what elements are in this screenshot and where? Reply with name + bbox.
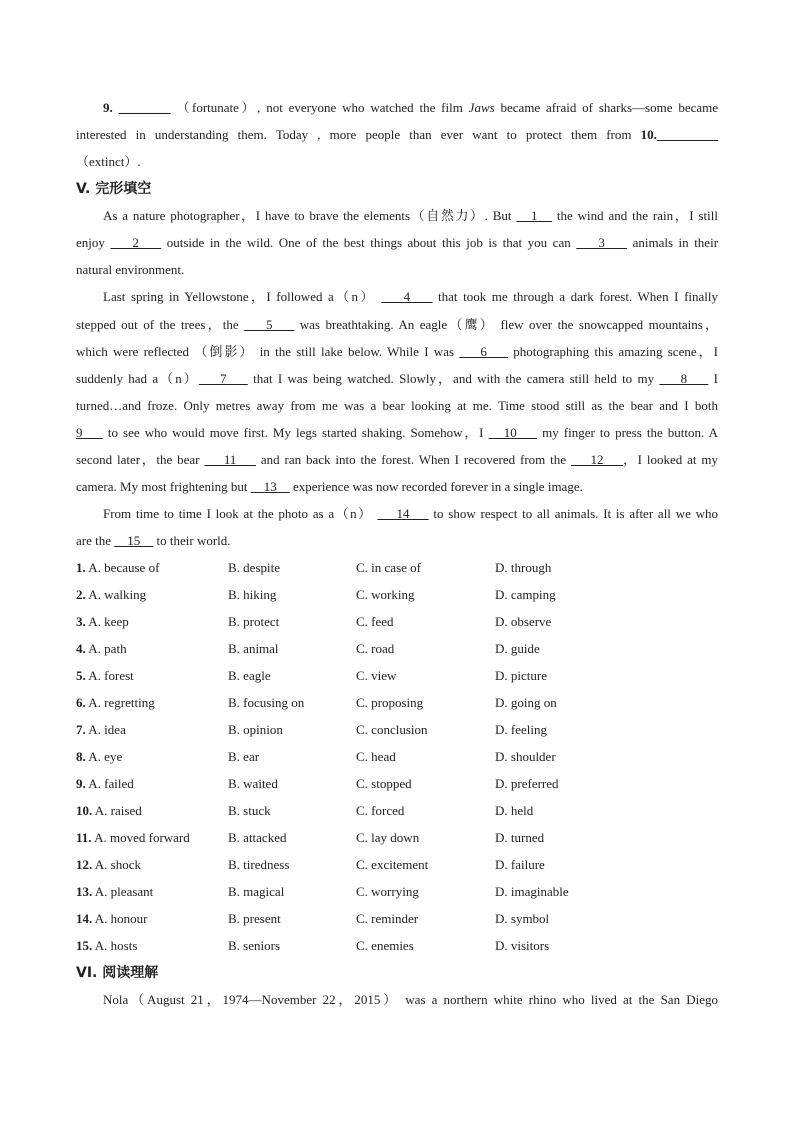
passage-text: experience was now recorded forever in a single image.	[289, 479, 583, 494]
option-row	[76, 640, 718, 658]
option-row	[76, 910, 718, 928]
option-number: 4.	[76, 641, 86, 656]
option-row	[76, 802, 718, 820]
option-a-text: A. because of	[88, 560, 160, 575]
sentence-text: interested in understanding them. Today , more people than ever want to protect them from	[76, 127, 641, 142]
option-d: D. observe	[495, 614, 552, 629]
passage-line	[76, 424, 718, 442]
option-a	[76, 586, 146, 604]
reading-text: Nola（August 21，1974—November 22，2015） was a northern white rhino who lived at the San Diego	[103, 992, 718, 1007]
passage-text: I	[708, 371, 718, 386]
passage-line	[103, 288, 718, 306]
passage-text: suddenly had a（n）	[76, 371, 199, 386]
passage-text: camera. My most frightening but	[76, 479, 251, 494]
option-c: C. proposing	[356, 695, 424, 710]
option-a-text: A. eye	[88, 749, 123, 764]
option-number: 7.	[76, 722, 86, 737]
passage-text: ，I looked at my	[623, 452, 718, 467]
option-number: 3.	[76, 614, 86, 629]
option-d: D. camping	[495, 587, 556, 602]
question-number: 9.	[103, 100, 113, 115]
option-b: B. focusing on	[228, 695, 305, 710]
passage-line	[103, 207, 718, 225]
question-9-line	[103, 99, 718, 117]
blank-8: 8	[659, 371, 709, 386]
option-c: C. in case of	[356, 560, 421, 575]
option-row	[76, 937, 718, 955]
passage-line	[76, 316, 718, 334]
option-a-text: A. hosts	[94, 938, 138, 953]
option-a	[76, 640, 127, 658]
option-b: B. present	[228, 911, 281, 926]
option-a	[76, 748, 122, 766]
film-title: Jaws	[468, 100, 495, 115]
option-c: C. working	[356, 587, 415, 602]
option-row	[76, 586, 718, 604]
option-a-text: A. pleasant	[94, 884, 154, 899]
option-a-text: A. idea	[88, 722, 126, 737]
option-row	[76, 613, 718, 631]
option-number: 11.	[76, 830, 92, 845]
option-c: C. head	[356, 749, 396, 764]
option-a-text: A. keep	[88, 614, 129, 629]
passage-text: to see who would move first. My legs started shaking. Somehow，I	[102, 425, 489, 440]
option-a-text: A. moved forward	[94, 830, 190, 845]
passage-text: stepped out of the trees，the	[76, 317, 245, 332]
blank-1: 1	[516, 208, 553, 223]
sentence-text: , not everyone who watched the film	[257, 100, 469, 115]
passage-line	[103, 505, 718, 523]
option-a	[76, 829, 190, 847]
option-c: C. worrying	[356, 884, 419, 899]
passage-line	[76, 261, 718, 279]
section-heading-reading: VI. 阅读理解	[76, 965, 159, 981]
blank-5: 5	[244, 317, 295, 332]
option-d: D. shoulder	[495, 749, 556, 764]
option-a-text: A. forest	[88, 668, 134, 683]
option-d: D. visitors	[495, 938, 550, 953]
sentence-text: became afraid of sharks—some became	[494, 100, 719, 115]
passage-text: the wind and the rain，I still	[552, 208, 718, 223]
option-d: D. preferred	[495, 776, 559, 791]
blank-4: 4	[381, 289, 433, 304]
option-row	[76, 559, 718, 577]
option-d: D. imaginable	[495, 884, 569, 899]
passage-text: my finger to press the button. A	[537, 425, 719, 440]
option-c: C. excitement	[356, 857, 429, 872]
option-a	[76, 613, 129, 631]
option-number: 5.	[76, 668, 86, 683]
option-row	[76, 694, 718, 712]
word-hint: （fortunate）	[176, 100, 258, 115]
option-d: D. through	[495, 560, 552, 575]
passage-line	[76, 451, 718, 469]
option-b: B. despite	[228, 560, 280, 575]
option-b: B. tiredness	[228, 857, 290, 872]
passage-line	[76, 532, 718, 550]
passage-text: Last spring in Yellowstone，I followed a（n）	[103, 289, 382, 304]
blank-7: 7	[198, 371, 248, 386]
option-a	[76, 802, 142, 820]
passage-text: From time to time I look at the photo as a（n）	[103, 506, 378, 521]
option-a-text: A. walking	[88, 587, 147, 602]
option-row	[76, 667, 718, 685]
option-a	[76, 667, 134, 685]
option-row	[76, 748, 718, 766]
answer-blank: ________	[656, 127, 719, 142]
option-b: B. opinion	[228, 722, 283, 737]
passage-text: second later，the bear	[76, 452, 205, 467]
passage-text: As a nature photographer，I have to brave the elements（自然力）. But	[103, 208, 517, 223]
option-number: 14.	[76, 911, 93, 926]
answer-blank: ________	[118, 100, 171, 115]
option-d: D. going on	[495, 695, 557, 710]
passage-text: that I was being watched. Slowly，and with the camera still held to my	[247, 371, 660, 386]
option-a	[76, 775, 134, 793]
option-b: B. animal	[228, 641, 279, 656]
option-c: C. view	[356, 668, 397, 683]
option-b: B. stuck	[228, 803, 271, 818]
passage-line	[76, 343, 718, 361]
option-number: 10.	[76, 803, 93, 818]
option-d: D. feeling	[495, 722, 547, 737]
option-d: D. turned	[495, 830, 545, 845]
option-number: 12.	[76, 857, 93, 872]
option-row	[76, 829, 718, 847]
option-row	[76, 721, 718, 739]
blank-9: 9	[76, 425, 103, 440]
option-number: 13.	[76, 884, 93, 899]
option-a	[76, 856, 141, 874]
option-c: C. conclusion	[356, 722, 428, 737]
option-b: B. attacked	[228, 830, 287, 845]
passage-text: and ran back into the forest. When I recovered from the	[255, 452, 571, 467]
option-c: C. feed	[356, 614, 394, 629]
option-b: B. magical	[228, 884, 285, 899]
option-d: D. guide	[495, 641, 540, 656]
passage-line	[76, 478, 718, 496]
passage-text: to their world.	[153, 533, 231, 548]
option-a	[76, 694, 155, 712]
passage-text: animals in their	[627, 235, 719, 250]
option-number: 15.	[76, 938, 93, 953]
option-b: B. waited	[228, 776, 278, 791]
option-row	[76, 883, 718, 901]
passage-text: photographing this amazing scene，I	[508, 344, 718, 359]
option-c: C. stopped	[356, 776, 412, 791]
passage-line	[76, 397, 718, 415]
blank-10: 10	[488, 425, 538, 440]
option-a-text: A. path	[88, 641, 127, 656]
blank-15: 15	[114, 533, 154, 548]
option-number: 1.	[76, 560, 86, 575]
option-b: B. ear	[228, 749, 260, 764]
option-a	[76, 910, 148, 928]
option-b: B. seniors	[228, 938, 280, 953]
option-number: 2.	[76, 587, 86, 602]
section-heading-cloze: V. 完形填空	[76, 181, 152, 197]
passage-text: enjoy	[76, 235, 111, 250]
option-b: B. protect	[228, 614, 280, 629]
option-a-text: A. raised	[94, 803, 142, 818]
word-hint: （extinct）.	[76, 154, 141, 169]
question-number: 10.	[640, 127, 657, 142]
blank-12: 12	[570, 452, 623, 467]
option-a-text: A. failed	[88, 776, 134, 791]
option-b: B. eagle	[228, 668, 271, 683]
option-d: D. held	[495, 803, 534, 818]
blank-2: 2	[110, 235, 162, 250]
blank-6: 6	[459, 344, 508, 359]
blank-11: 11	[204, 452, 256, 467]
blank-3: 3	[576, 235, 628, 250]
option-a-text: A. honour	[94, 911, 148, 926]
option-a	[76, 883, 153, 901]
option-b: B. hiking	[228, 587, 277, 602]
passage-text: outside in the wild. One of the best things about this job is that you can	[161, 235, 577, 250]
option-a	[76, 559, 159, 577]
option-d: D. picture	[495, 668, 547, 683]
passage-text: turned…and froze. Only metres away from me was a bear looking at me. Time stood still as the bear and I both	[76, 398, 718, 413]
passage-line	[76, 234, 718, 252]
option-d: D. failure	[495, 857, 545, 872]
option-c: C. road	[356, 641, 395, 656]
option-a	[76, 937, 137, 955]
option-c: C. lay down	[356, 830, 420, 845]
option-number: 8.	[76, 749, 86, 764]
option-a-text: A. shock	[94, 857, 142, 872]
question-10-hint-line	[76, 153, 718, 171]
option-c: C. reminder	[356, 911, 419, 926]
option-a-text: A. regretting	[88, 695, 155, 710]
question-10-line	[76, 126, 718, 144]
option-c: C. enemies	[356, 938, 414, 953]
passage-text: are the	[76, 533, 115, 548]
blank-14: 14	[377, 506, 429, 521]
passage-text: to show respect to all animals. It is after all we who	[428, 506, 719, 521]
option-number: 9.	[76, 776, 86, 791]
option-a	[76, 721, 126, 739]
option-c: C. forced	[356, 803, 405, 818]
passage-text: was breathtaking. An eagle（鹰） flew over the snowcapped mountains，	[294, 317, 718, 332]
option-number: 6.	[76, 695, 86, 710]
option-d: D. symbol	[495, 911, 550, 926]
passage-text: which were reflected （倒影） in the still lake below. While I was	[76, 344, 460, 359]
option-row	[76, 856, 718, 874]
reading-line	[103, 991, 718, 1009]
passage-text: that took me through a dark forest. When I finally	[432, 289, 719, 304]
option-row	[76, 775, 718, 793]
blank-13: 13	[250, 479, 290, 494]
passage-text: natural environment.	[76, 262, 185, 277]
passage-line	[76, 370, 718, 388]
